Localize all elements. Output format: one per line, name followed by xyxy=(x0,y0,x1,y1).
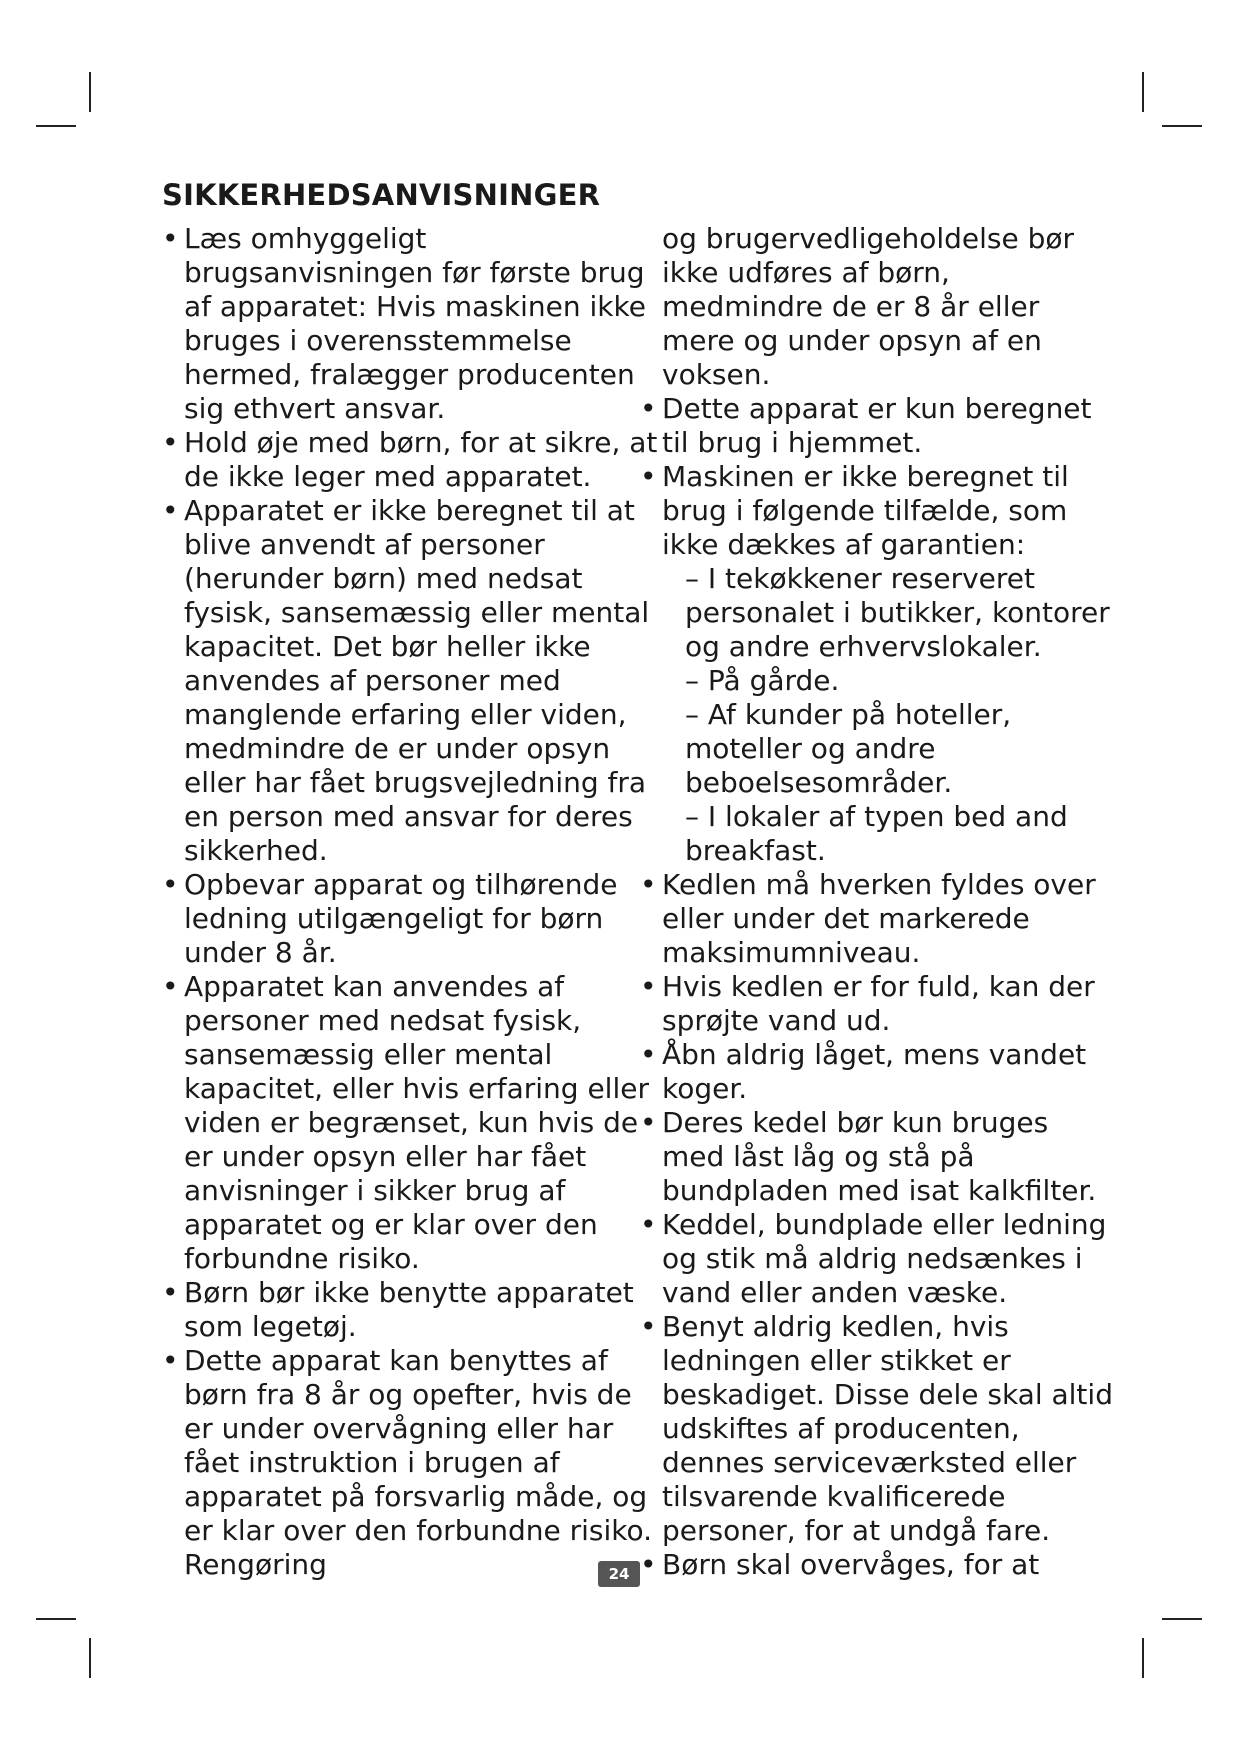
list-item: • Apparatet kan anvendes af personer med nedsat fysisk, sansemæssig eller mental kapacitet, eller hvis erfaring eller viden er begrænset, kun hvis de er under opsyn eller har fået anvisninger i sikker brug af apparatet og er klar over den forbundne risiko. xyxy=(162,970,649,1275)
safety-list-left xyxy=(162,222,662,1582)
bullet-icon: • xyxy=(640,970,657,1003)
bullet-icon: • xyxy=(640,1038,657,1071)
list-item: • Åbn aldrig låget, mens vandet koger. xyxy=(640,1038,1087,1105)
safety-list-right-continued xyxy=(640,868,1115,1582)
list-item: • Deres kedel bør kun bruges med låst låg og stå på bundpladen med isat kalkfilter. xyxy=(640,1106,1097,1207)
crop-mark-top-left-h xyxy=(36,125,76,127)
continued-text: og brugervedligeholdelse bør ikke udføres af børn, medmindre de er 8 år eller mere og under opsyn af en voksen. xyxy=(662,222,1075,391)
list-item: • Dette apparat er kun beregnet til brug i hjemmet. xyxy=(640,392,1092,459)
bullet-icon: • xyxy=(162,1276,179,1309)
right-column xyxy=(640,222,1115,1582)
bullet-icon: • xyxy=(162,1344,179,1377)
bullet-icon: • xyxy=(640,460,657,493)
bullet-icon: • xyxy=(162,222,179,255)
safety-list-right xyxy=(640,392,1115,562)
crop-mark-bottom-right-h xyxy=(1162,1618,1202,1620)
sub-item: – På gårde. xyxy=(685,664,840,697)
crop-mark-bottom-left-v xyxy=(89,1638,91,1678)
bullet-icon: • xyxy=(640,1106,657,1139)
sub-item: – Af kunder på hoteller, moteller og andre beboelsesområder. xyxy=(685,698,1012,799)
bullet-icon: • xyxy=(640,392,657,425)
list-item: • Læs omhyggeligt brugsanvisningen før første brug af apparatet: Hvis maskinen ikke bruges i overensstemmelse hermed, fralægger producenten sig ethvert ansvar. xyxy=(162,222,646,425)
list-item: • Apparatet er ikke beregnet til at blive anvendt af personer (herunder børn) med nedsat fysisk, sansemæssig eller mental kapacitet. Det bør heller ikke anvendes af personer med manglende erfaring eller viden, medmindre de er under opsyn eller har fået brugsvejledning fra en person med ansvar for deres sikkerhed. xyxy=(162,494,650,867)
list-item: • Keddel, bundplade eller ledning og stik må aldrig nedsænkes i vand eller anden væske. xyxy=(640,1208,1107,1309)
left-column xyxy=(162,222,662,1582)
crop-mark-top-left-v xyxy=(89,72,91,112)
bullet-icon: • xyxy=(162,426,179,459)
crop-mark-bottom-right-v xyxy=(1142,1638,1144,1678)
bullet-icon: • xyxy=(162,970,179,1003)
bullet-icon: • xyxy=(640,1310,657,1343)
list-item: • Børn bør ikke benytte apparatet som legetøj. xyxy=(162,1276,634,1343)
list-item: • Hold øje med børn, for at sikre, at de ikke leger med apparatet. xyxy=(162,426,658,493)
list-item: • Opbevar apparat og tilhørende ledning utilgængeligt for børn under 8 år. xyxy=(162,868,618,969)
crop-mark-bottom-left-h xyxy=(36,1618,76,1620)
list-item: • Kedlen må hverken fyldes over eller under det markerede maksimumniveau. xyxy=(640,868,1096,969)
bullet-icon: • xyxy=(162,868,179,901)
crop-mark-top-right-v xyxy=(1142,72,1144,112)
list-item: • Hvis kedlen er for fuld, kan der sprøjte vand ud. xyxy=(640,970,1095,1037)
list-item: • Maskinen er ikke beregnet til brug i følgende tilfælde, som ikke dækkes af garantien: xyxy=(640,460,1069,561)
list-item: • Benyt aldrig kedlen, hvis ledningen eller stikket er beskadiget. Disse dele skal altid udskiftes af producenten, dennes serviceværksted eller tilsvarende kvalificerede personer, for at undgå fare. xyxy=(640,1310,1113,1547)
sub-item: – I tekøkkener reserveret personalet i butikker, kontorer og andre erhvervslokaler. xyxy=(685,562,1110,663)
list-item: • Dette apparat kan benyttes af børn fra 8 år og opefter, hvis de er under overvågning eller har fået instruktion i brugen af apparatet på forsvarlig måde, og er klar over den forbundne risiko. Rengøring xyxy=(162,1344,653,1581)
list-item: • Børn skal overvåges, for at xyxy=(640,1548,1040,1581)
page-title: SIKKERHEDSANVISNINGER xyxy=(162,178,601,212)
sub-item: – I lokaler af typen bed and breakfast. xyxy=(685,800,1068,867)
page-number: 24 xyxy=(598,1561,640,1587)
crop-mark-top-right-h xyxy=(1162,125,1202,127)
bullet-icon: • xyxy=(640,868,657,901)
bullet-icon: • xyxy=(162,494,179,527)
bullet-icon: • xyxy=(640,1208,657,1241)
bullet-icon: • xyxy=(640,1548,657,1581)
